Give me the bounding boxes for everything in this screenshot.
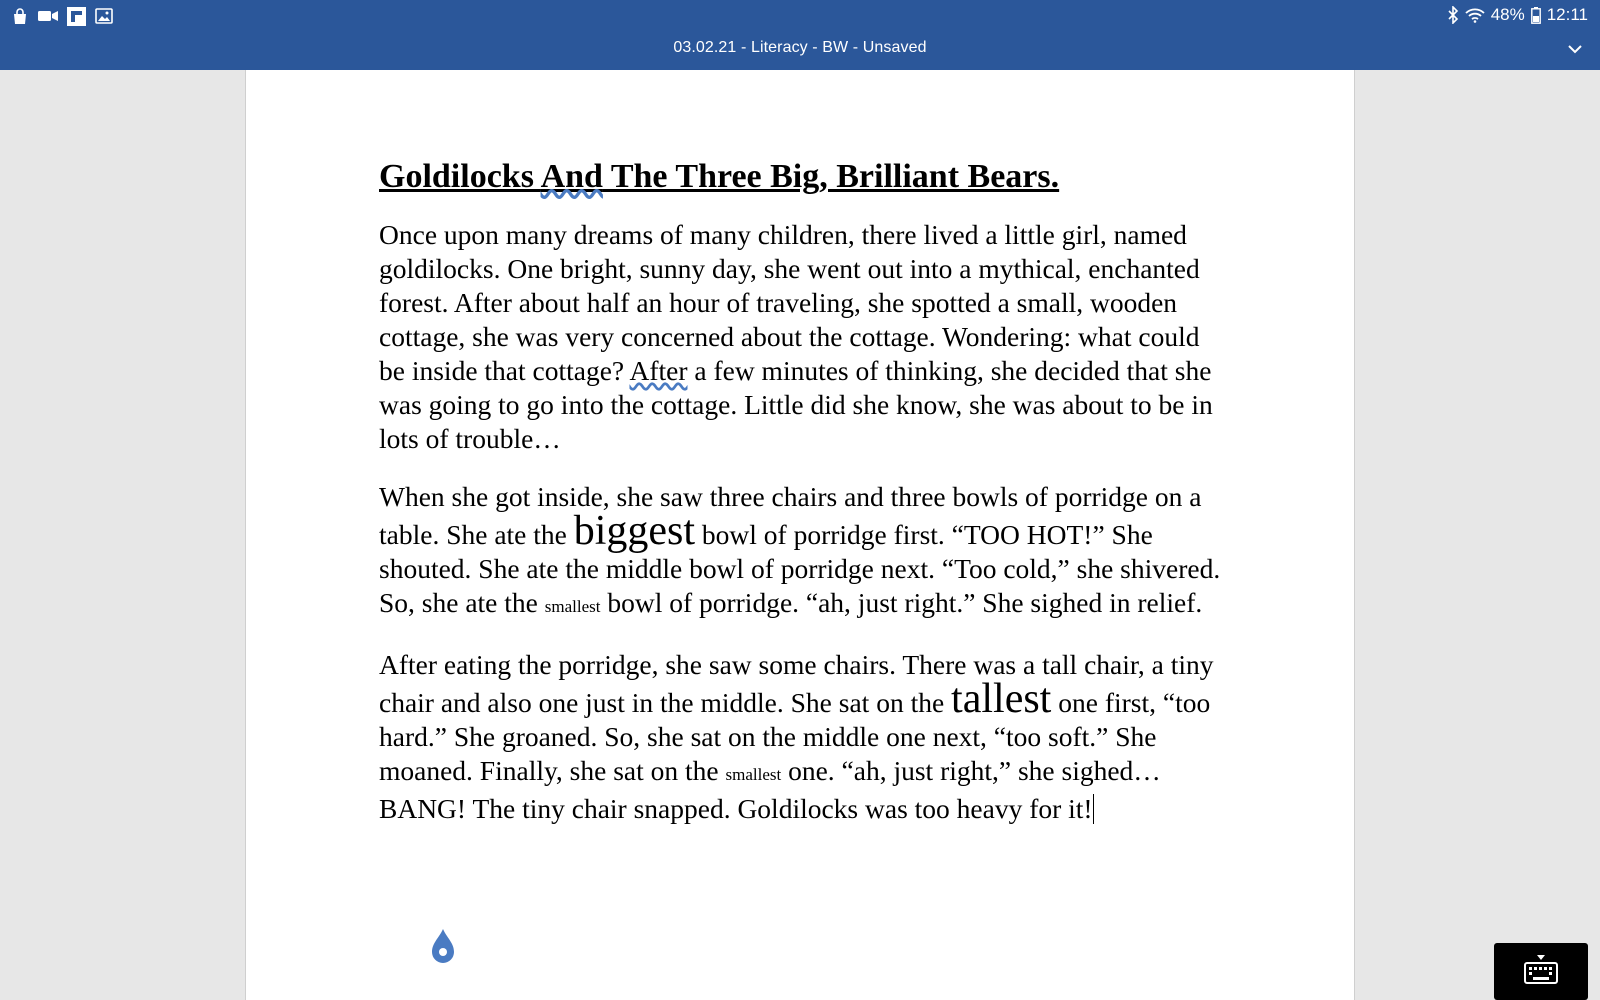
bluetooth-icon <box>1447 6 1459 24</box>
small-word: smallest <box>544 597 601 616</box>
battery-percent: 48% <box>1490 5 1525 24</box>
clock: 12:11 <box>1546 5 1588 24</box>
title-part: Goldilocks <box>379 158 541 195</box>
paragraph-text: one. “ah, just right,” she sighed… BANG! The tiny chair snapped. Goldilocks was too heavy for it! <box>379 755 1161 824</box>
paragraph-text: When she got inside, she saw three chairs and three bowls of porridge on a table. She ate the <box>379 481 1202 550</box>
paragraph-3 <box>379 648 1229 826</box>
video-camera-icon <box>38 6 58 26</box>
paragraph-1 <box>379 218 1229 456</box>
paragraph-text: a few minutes of thinking, she decided that she was going to go into the cottage. Little did she know, she was about to be in lots of trouble… <box>379 355 1213 454</box>
bag-icon <box>10 6 30 26</box>
flagged-word[interactable]: After <box>629 355 688 386</box>
large-word: tallest <box>951 676 1052 722</box>
keyboard-icon <box>1523 953 1559 990</box>
title-part: The Three Big, Brilliant Bears. <box>602 158 1060 195</box>
paragraph-text: bowl of porridge. “ah, just right.” She sighed in relief. <box>600 587 1203 618</box>
text-cursor-handle-icon[interactable] <box>431 928 455 964</box>
paragraph-text: bowl of porridge first. “TOO HOT!” She shouted. She ate the middle bowl of porridge next. “Too cold,” she shivered. So, she ate the <box>379 519 1221 618</box>
story-title <box>379 156 1229 198</box>
keyboard-toggle-button[interactable] <box>1494 943 1588 1000</box>
gallery-icon <box>94 6 114 26</box>
small-word: smallest <box>725 765 782 784</box>
status-bar-right <box>1447 5 1588 25</box>
wifi-icon <box>1465 7 1485 23</box>
paragraph-2 <box>379 480 1229 624</box>
paragraph-text: After eating the porridge, she saw some chairs. There was a tall chair, a tiny chair and also one just in the middle. She sat on the <box>379 649 1214 718</box>
document-body[interactable] <box>379 156 1229 850</box>
battery-icon <box>1531 7 1541 24</box>
paragraph-text: one first, “too hard.” She groaned. So, she sat on the middle one next, “too soft.” She moaned. Finally, she sat on the <box>379 687 1211 786</box>
paragraph-text: Once upon many dreams of many children, there lived a little girl, named goldilocks. One bright, sunny day, she went out into a mythical, enchanted forest. After about half an hour of traveling, she spotted a small, wooden cottage, she was very concerned about the cottage. Wondering: what could be inside that cottage? <box>379 219 1200 386</box>
app-header <box>0 0 1600 70</box>
large-word: biggest <box>573 508 696 554</box>
document-title-bar[interactable]: 03.02.21 - Literacy - BW - Unsaved <box>673 39 927 56</box>
flipboard-icon <box>66 6 86 26</box>
status-bar-left <box>10 6 114 26</box>
text-cursor <box>1093 794 1095 824</box>
chevron-down-icon[interactable] <box>1566 40 1584 58</box>
title-flagged-word[interactable]: And <box>540 158 603 195</box>
document-page[interactable] <box>245 70 1355 1000</box>
